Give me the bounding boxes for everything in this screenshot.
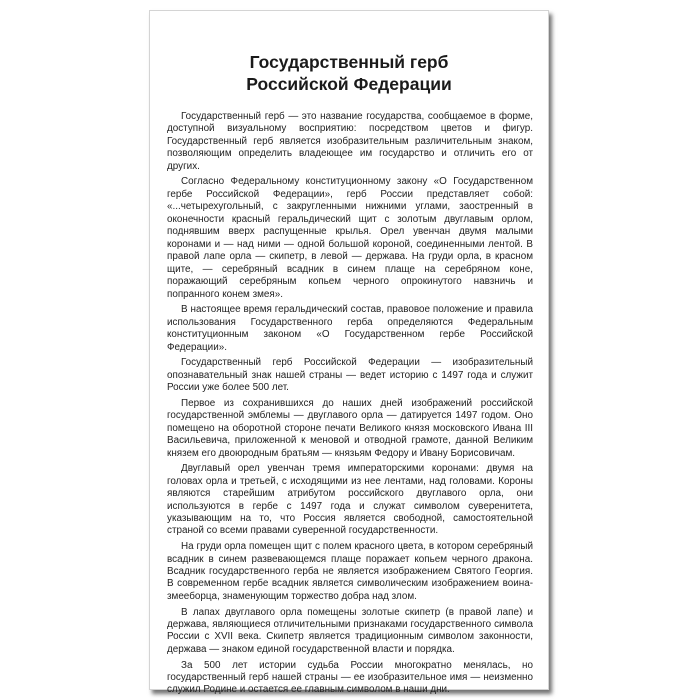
paragraph: В лапах двуглавого орла помещены золотые скипетр (в правой лапе) и держава, являющиеся отличительными признаками государственного символа России с XVII века. Скипетр является традиционным символом законности, держава — знаком единой государственной власти и порядка. bbox=[167, 606, 533, 655]
paragraph: В настоящее время геральдический состав, правовое положение и правила использования Государственного герба определяются Федеральным конституционным законом «О Государственном гербе Российской Федерации». bbox=[167, 304, 533, 353]
title-line-1: Государственный герб bbox=[249, 52, 449, 72]
paragraph: Первое из сохранившихся до наших дней изображений российской государственной эмблемы — двуглавого орла — датируется 1497 годом. Оно помещено на оборотной стороне печати Великого князя московского Ивана III Васильевича, приложенной к меновой и отводной грамоте, данной Великим князем его двоюродным братьям — князьям Федору и Ивану Борисовичам. bbox=[167, 397, 533, 459]
paragraph: За 500 лет истории судьба России многократно менялась, но государственный герб нашей страны — ее изобразительное имя — неизменно служил Родине и остается ее главным символом в наши дни. bbox=[167, 659, 533, 696]
paragraph: Государственный герб Российской Федерации — изобразительный опознавательный знак нашей страны — ведет историю с 1497 года и служит России уже более 500 лет. bbox=[167, 357, 533, 394]
document-page bbox=[149, 10, 549, 696]
paragraph: Государственный герб — это название государства, сообщаемое в форме, доступной визуальному восприятию: посредством цветов и фигур. Государственный герб является изобразительным различительным знаком, позволяющим определить владеющее им государство и отличить его от других. bbox=[167, 111, 533, 172]
page-title bbox=[150, 51, 548, 95]
paragraph: На груди орла помещен щит с полем красного цвета, в котором серебряный всадник в синем развевающемся плаще поражает копьем черного дракона. Всадник государственного герба не является изображением Святого Георгия. В современном гербе всадник является символическим изображением воина-змееборца, знаменующим торжество добра над злом. bbox=[167, 541, 533, 602]
paragraph: Согласно Федеральному конституционному закону «О Государственном гербе Российской Федерации», герб России представляет собой: «...четырехугольный, с закругленными нижними углами, заостренный в оконечности красный геральдический щит с золотым двуглавым орлом, поднявшим вверх распущенные крылья. Орел увенчан двумя малыми коронами и — над ними — одной большой короной, соединенными лентой. В правой лапе орла — скипетр, в левой — держава. На груди орла, в красном щите, — серебряный всадник в синем плаще на серебряном коне, поражающий серебряным копьем черного опрокинутого навзничь и попранного конем змея». bbox=[167, 176, 533, 300]
document-body bbox=[167, 111, 533, 700]
paragraph: Двуглавый орел увенчан тремя императорскими коронами: двумя на головах орла и третьей, с исходящими из нее лентами, над головами. Короны являются старейшим атрибутом российского двуглавого орла, они используются в гербе с 1497 года и служат символом суверенитета, указывающим на то, что Россия является свободной, самостоятельной страной со всеми правами суверенной государственности. bbox=[167, 463, 533, 537]
title-line-2: Российской Федерации bbox=[246, 74, 452, 94]
